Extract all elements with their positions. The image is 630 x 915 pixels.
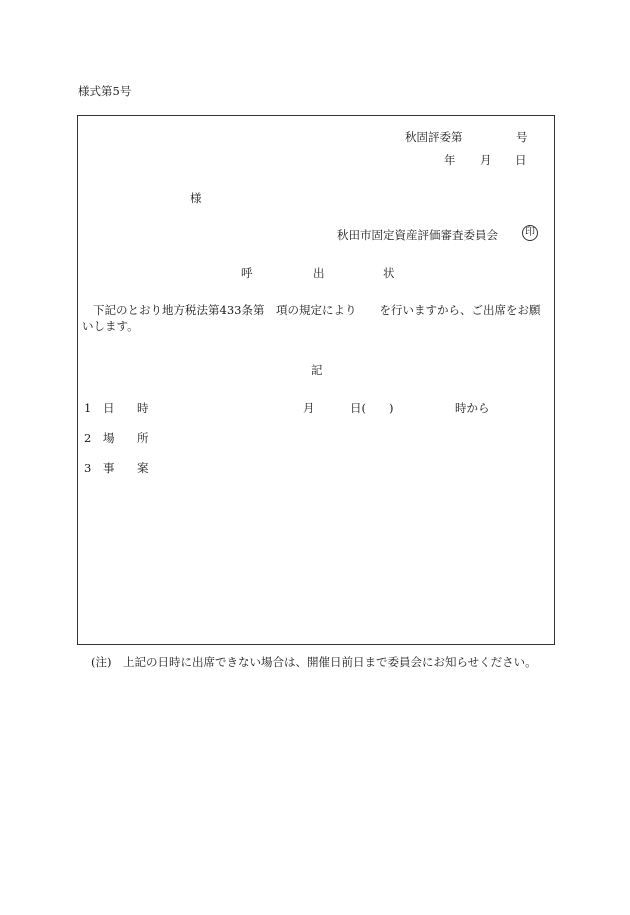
document-number-label: 秋固評委第 — [405, 130, 463, 144]
datetime-weekday-close: ) — [389, 401, 394, 415]
datetime-time-label: 時から — [455, 401, 490, 415]
date-month-label: 月 — [480, 153, 492, 167]
form-number: 様式第5号 — [78, 84, 132, 98]
seal-icon: 印 — [522, 225, 538, 241]
item-label-char: 時 — [137, 401, 149, 415]
item-label-char: 日 — [103, 401, 115, 415]
body-text-line-1: 下記のとおり地方税法第433条第 項の規定により を行いますから、ご出席をお願 — [93, 303, 541, 317]
sender-name: 秋田市固定資産評価審査委員会 — [337, 228, 498, 242]
body-text-line-2: いします。 — [82, 319, 139, 333]
note-text: 上記の日時に出席できない場合は、開催日前日まで委員会にお知らせください。 — [123, 655, 537, 669]
item-number: 2 — [84, 431, 92, 445]
item-label-char: 場 — [103, 431, 115, 445]
title-char-2: 出 — [313, 266, 325, 280]
title-char-3: 状 — [383, 266, 395, 280]
ki-heading: 記 — [311, 363, 323, 377]
addressee-suffix: 様 — [190, 191, 202, 205]
item-number: 3 — [84, 461, 92, 475]
datetime-day-label: 日( — [350, 401, 366, 415]
item-label-char: 所 — [137, 431, 149, 445]
datetime-month-label: 月 — [303, 401, 315, 415]
document-number-suffix: 号 — [516, 130, 528, 144]
item-number: 1 — [84, 401, 92, 415]
item-label-char: 事 — [103, 461, 115, 475]
item-label-char: 案 — [137, 461, 149, 475]
title-char-1: 呼 — [241, 266, 253, 280]
summons-form-box — [77, 115, 555, 645]
note-prefix: (注) — [91, 655, 112, 669]
date-year-label: 年 — [444, 153, 456, 167]
date-day-label: 日 — [515, 153, 527, 167]
